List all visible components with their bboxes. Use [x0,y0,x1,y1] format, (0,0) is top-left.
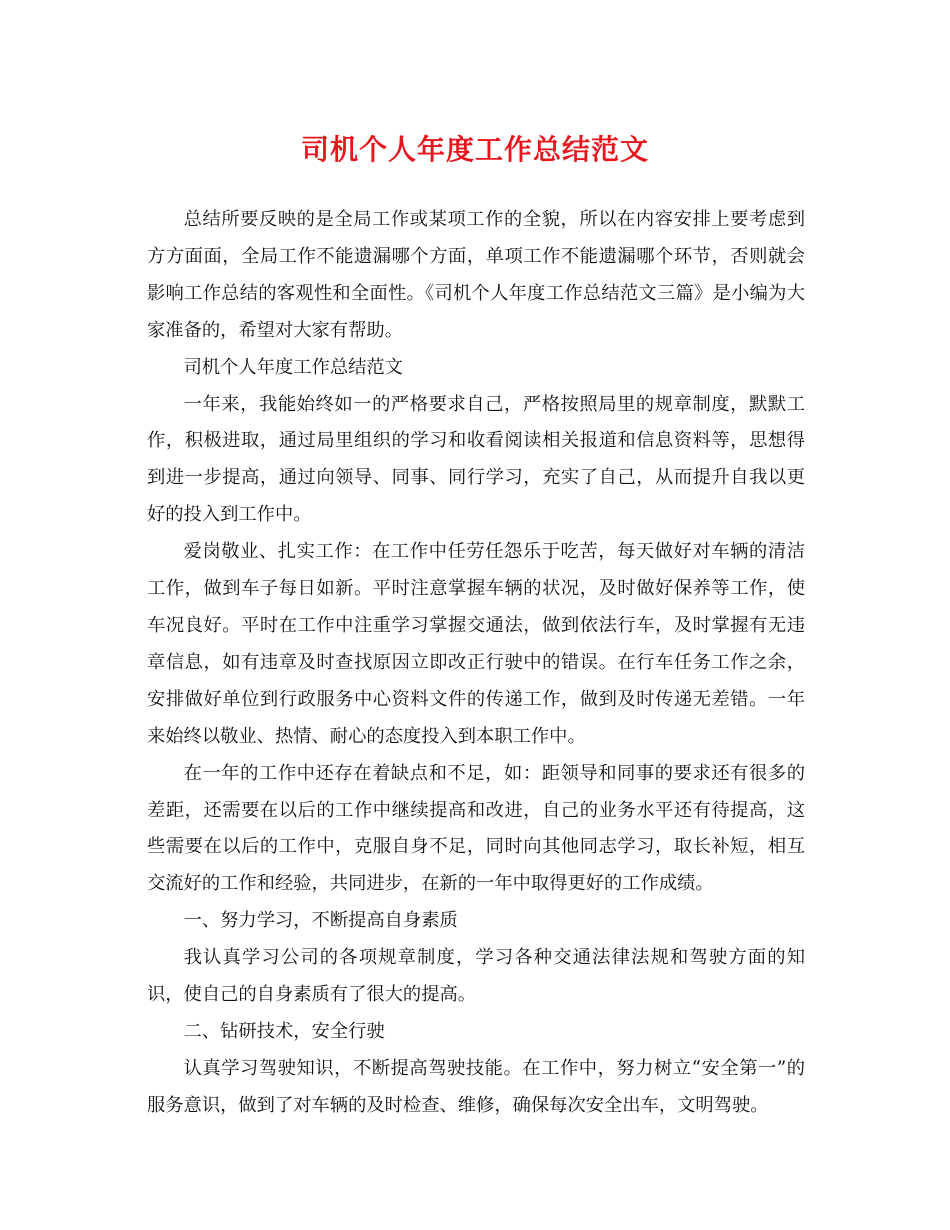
body-paragraph: 在一年的工作中还存在着缺点和不足，如：距领导和同事的要求还有很多的差距，还需要在以后的工作中继续提高和改进，自己的业务水平还有待提高，这些需要在以后的工作中，克服自身不足，同时向其他同志学习，取长补短，相互交流好的工作和经验，共同进步，在新的一年中取得更好的工作成绩。 [147,762,805,895]
body-paragraph: 认真学习驾驶知识，不断提高驾驶技能。在工作中，努力树立“安全第一”的服务意识，做到了对车辆的及时检查、维修，确保每次安全出车，文明驾驶。 [147,1057,805,1116]
body-paragraph: 一年来，我能始终如一的严格要求自己，严格按照局里的规章制度，默默工作，积极进取，通过局里组织的学习和收看阅读相关报道和信息资料等，思想得到进一步提高，通过向领导、同事、同行学习，充实了自己，从而提升自我以更好的投入到工作中。 [147,393,805,526]
subheading-study: 一、努力学习，不断提高自身素质 [183,910,458,932]
document-body [147,202,805,1125]
body-paragraph: 爱岗敬业、扎实工作：在工作中任劳任怨乐于吃苦，每天做好对车辆的清洁工作，做到车子每日如新。平时注意掌握车辆的状况，及时做好保养等工作，使车况良好。平时在工作中注重学习掌握交通法，做到依法行车，及时掌握有无违章信息，如有违章及时查找原因立即改正行驶中的错误。在行车任务工作之余，安排做好单位到行政服务中心资料文件的传递工作，做到及时传递无差错。一年来始终以敬业、热情、耐心的态度投入到本职工作中。 [147,541,805,747]
subheading-safety: 二、钻研技术，安全行驶 [183,1020,385,1042]
section-heading: 司机个人年度工作总结范文 [183,356,403,378]
body-paragraph: 我认真学习公司的各项规章制度，学习各种交通法律法规和驾驶方面的知识，使自己的自身素质有了很大的提高。 [147,947,805,1006]
intro-paragraph: 总结所要反映的是全局工作或某项工作的全貌，所以在内容安排上要考虑到方方面面，全局工作不能遗漏哪个方面，单项工作不能遗漏哪个环节，否则就会影响工作总结的客观性和全面性。《司机个人年度工作总结范文三篇》是小编为大家准备的，希望对大家有帮助。 [147,209,805,341]
document-title: 司机个人年度工作总结范文 [300,133,649,166]
